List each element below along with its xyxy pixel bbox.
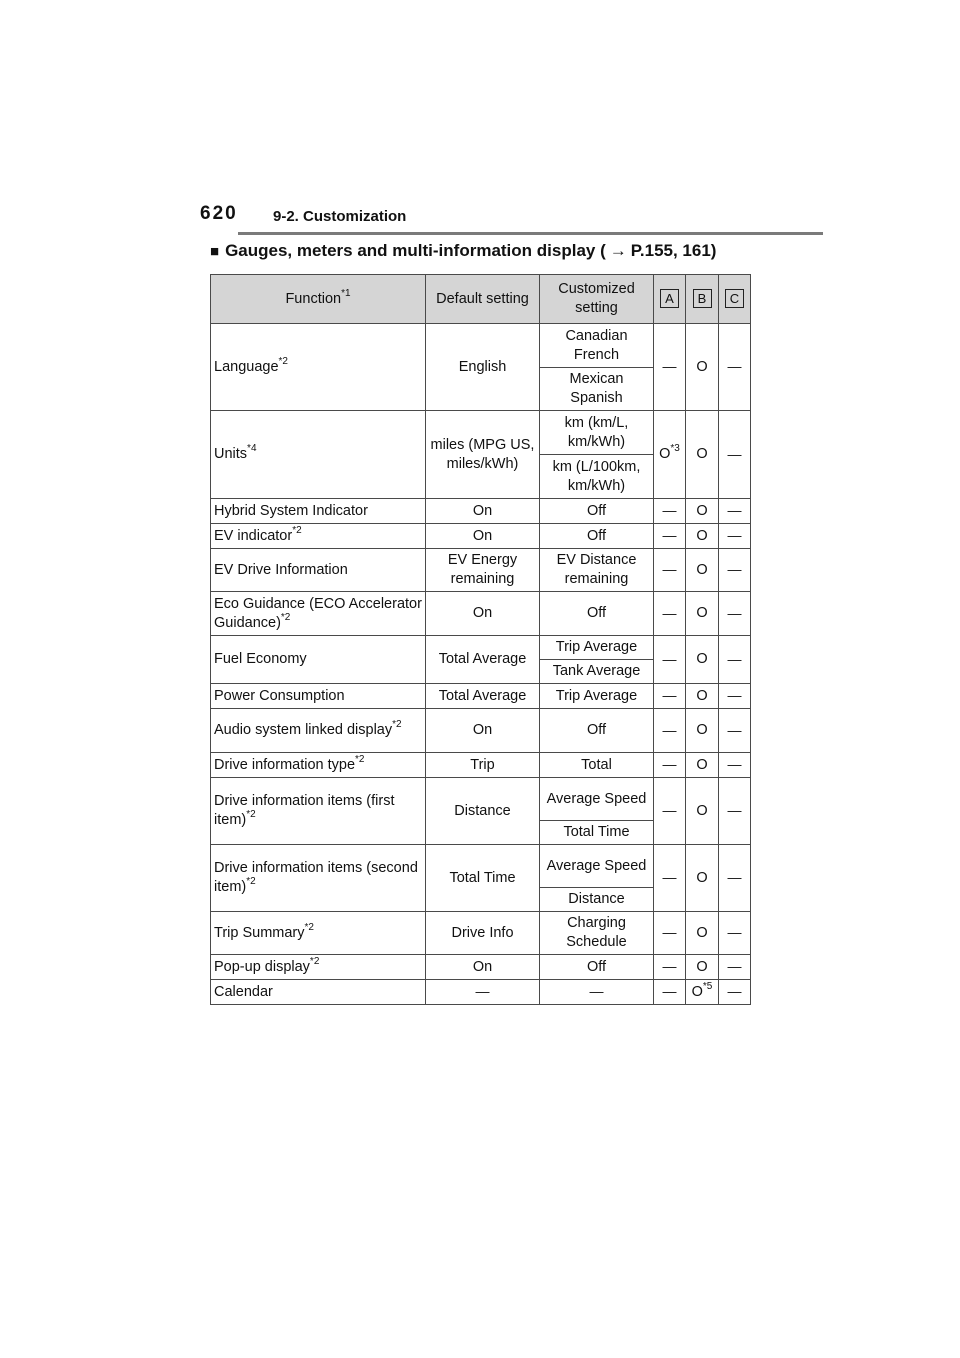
col-a-cell: — xyxy=(654,753,686,778)
table-row xyxy=(211,912,751,955)
custom-cell: Trip Average xyxy=(540,684,654,709)
header-default: Default setting xyxy=(426,275,540,324)
table-row xyxy=(211,636,751,660)
col-a-cell: — xyxy=(654,549,686,592)
col-a-cell: — xyxy=(654,955,686,980)
custom-cell: km (km/L, km/kWh) xyxy=(540,411,654,455)
col-b-cell: O xyxy=(686,753,719,778)
table-row xyxy=(211,845,751,888)
section-title: 9-2. Customization xyxy=(273,208,407,225)
default-cell: On xyxy=(426,499,540,524)
col-b-cell: O xyxy=(686,955,719,980)
default-cell: Total Average xyxy=(426,684,540,709)
table-row xyxy=(211,324,751,368)
function-cell: Units$^{*4}$ xyxy=(211,411,426,499)
col-a-cell: — xyxy=(654,778,686,845)
custom-cell: Off xyxy=(540,709,654,753)
col-a-badge: A xyxy=(660,289,679,308)
table-row xyxy=(211,778,751,821)
custom-cell: Canadian French xyxy=(540,324,654,368)
custom-cell: Average Speed xyxy=(540,778,654,821)
default-cell: EV Energy remaining xyxy=(426,549,540,592)
function-cell: Fuel Economy xyxy=(211,636,426,684)
custom-cell: EV Distance remaining xyxy=(540,549,654,592)
function-cell: Pop-up display$^{*2}$ xyxy=(211,955,426,980)
col-c-cell: — xyxy=(719,709,751,753)
default-cell: Total Average xyxy=(426,636,540,684)
function-cell: EV Drive Information xyxy=(211,549,426,592)
customization-table xyxy=(210,274,751,1005)
col-b-cell: O xyxy=(686,524,719,549)
col-a-cell: — xyxy=(654,524,686,549)
col-c-cell: — xyxy=(719,636,751,684)
custom-cell: Off xyxy=(540,499,654,524)
col-a-cell: — xyxy=(654,636,686,684)
col-b-cell: O xyxy=(686,912,719,955)
col-c-cell: — xyxy=(719,499,751,524)
table-row xyxy=(211,524,751,549)
col-b-cell: O xyxy=(686,592,719,636)
col-a-cell: $O^{*3}$ xyxy=(654,411,686,499)
col-b-cell: O xyxy=(686,636,719,684)
square-bullet-icon: ■ xyxy=(210,242,220,260)
col-a-cell: — xyxy=(654,912,686,955)
col-b-cell: O xyxy=(686,499,719,524)
header-custom: Customized setting xyxy=(540,275,654,324)
col-c-cell: — xyxy=(719,549,751,592)
default-cell: English xyxy=(426,324,540,411)
default-cell: — xyxy=(426,980,540,1005)
col-b-cell: O xyxy=(686,684,719,709)
col-a-cell: — xyxy=(654,709,686,753)
table-row xyxy=(211,499,751,524)
page-number: 620 xyxy=(200,203,238,224)
custom-cell: Off xyxy=(540,592,654,636)
col-c-cell: — xyxy=(719,980,751,1005)
custom-cell: — xyxy=(540,980,654,1005)
table-row xyxy=(211,684,751,709)
col-c-cell: — xyxy=(719,912,751,955)
function-cell: Eco Guidance (ECO Accelerator Guidance)$^{*2}$ xyxy=(211,592,426,636)
header-rule xyxy=(238,232,823,235)
function-cell: Trip Summary$^{*2}$ xyxy=(211,912,426,955)
col-c-cell: — xyxy=(719,845,751,912)
table-header-row xyxy=(211,275,751,324)
col-a-cell: — xyxy=(654,684,686,709)
function-cell: Audio system linked display$^{*2}$ xyxy=(211,709,426,753)
custom-cell: Off xyxy=(540,524,654,549)
header-col-a xyxy=(654,275,686,324)
col-b-cell: $O^{*5}$ xyxy=(686,980,719,1005)
col-a-cell: — xyxy=(654,592,686,636)
custom-cell: Distance xyxy=(540,888,654,912)
function-cell: EV indicator$^{*2}$ xyxy=(211,524,426,549)
default-cell: On xyxy=(426,592,540,636)
function-cell: Drive information items (second item)$^{*2}$ xyxy=(211,845,426,912)
header-col-c xyxy=(719,275,751,324)
function-cell: Hybrid System Indicator xyxy=(211,499,426,524)
function-cell: Language$^{*2}$ xyxy=(211,324,426,411)
col-b-cell: O xyxy=(686,778,719,845)
default-cell: miles (MPG US, miles/kWh) xyxy=(426,411,540,499)
custom-cell: Mexican Spanish xyxy=(540,368,654,411)
custom-cell: Off xyxy=(540,955,654,980)
col-b-badge: B xyxy=(693,289,712,308)
col-c-cell: — xyxy=(719,324,751,411)
custom-cell: Trip Average xyxy=(540,636,654,660)
table-row xyxy=(211,955,751,980)
header-col-b xyxy=(686,275,719,324)
page-reference-link[interactable]: P.155, 161) xyxy=(630,241,717,260)
col-c-cell: — xyxy=(719,411,751,499)
table-row xyxy=(211,753,751,778)
table-row xyxy=(211,411,751,455)
default-cell: Drive Info xyxy=(426,912,540,955)
col-b-cell: O xyxy=(686,411,719,499)
default-cell: On xyxy=(426,709,540,753)
custom-cell: Total Time xyxy=(540,821,654,845)
col-b-cell: O xyxy=(686,549,719,592)
function-cell: Calendar xyxy=(211,980,426,1005)
col-c-cell: — xyxy=(719,753,751,778)
function-cell: Drive information type$^{*2}$ xyxy=(211,753,426,778)
table-row xyxy=(211,980,751,1005)
col-a-cell: — xyxy=(654,845,686,912)
function-cell: Power Consumption xyxy=(211,684,426,709)
default-cell: Total Time xyxy=(426,845,540,912)
table-heading xyxy=(210,241,716,261)
table-row xyxy=(211,709,751,753)
arrow-icon: → xyxy=(609,241,627,260)
col-c-cell: — xyxy=(719,955,751,980)
col-c-cell: — xyxy=(719,524,751,549)
col-a-cell: — xyxy=(654,980,686,1005)
col-c-cell: — xyxy=(719,592,751,636)
default-cell: On xyxy=(426,524,540,549)
col-b-cell: O xyxy=(686,709,719,753)
header-function: Function$^{*1}$ xyxy=(211,275,426,324)
custom-cell: Tank Average xyxy=(540,660,654,684)
col-c-cell: — xyxy=(719,684,751,709)
col-a-cell: — xyxy=(654,324,686,411)
col-b-cell: O xyxy=(686,324,719,411)
col-b-cell: O xyxy=(686,845,719,912)
custom-cell: Average Speed xyxy=(540,845,654,888)
function-cell: Drive information items (first item)$^{*2}$ xyxy=(211,778,426,845)
custom-cell: km (L/100km, km/kWh) xyxy=(540,455,654,499)
table-row xyxy=(211,592,751,636)
col-a-cell: — xyxy=(654,499,686,524)
custom-cell: Charging Schedule xyxy=(540,912,654,955)
col-c-cell: — xyxy=(719,778,751,845)
heading-text: Gauges, meters and multi-information display ( xyxy=(225,241,606,260)
default-cell: On xyxy=(426,955,540,980)
default-cell: Trip xyxy=(426,753,540,778)
table-row xyxy=(211,549,751,592)
custom-cell: Total xyxy=(540,753,654,778)
col-c-badge: C xyxy=(725,289,744,308)
default-cell: Distance xyxy=(426,778,540,845)
